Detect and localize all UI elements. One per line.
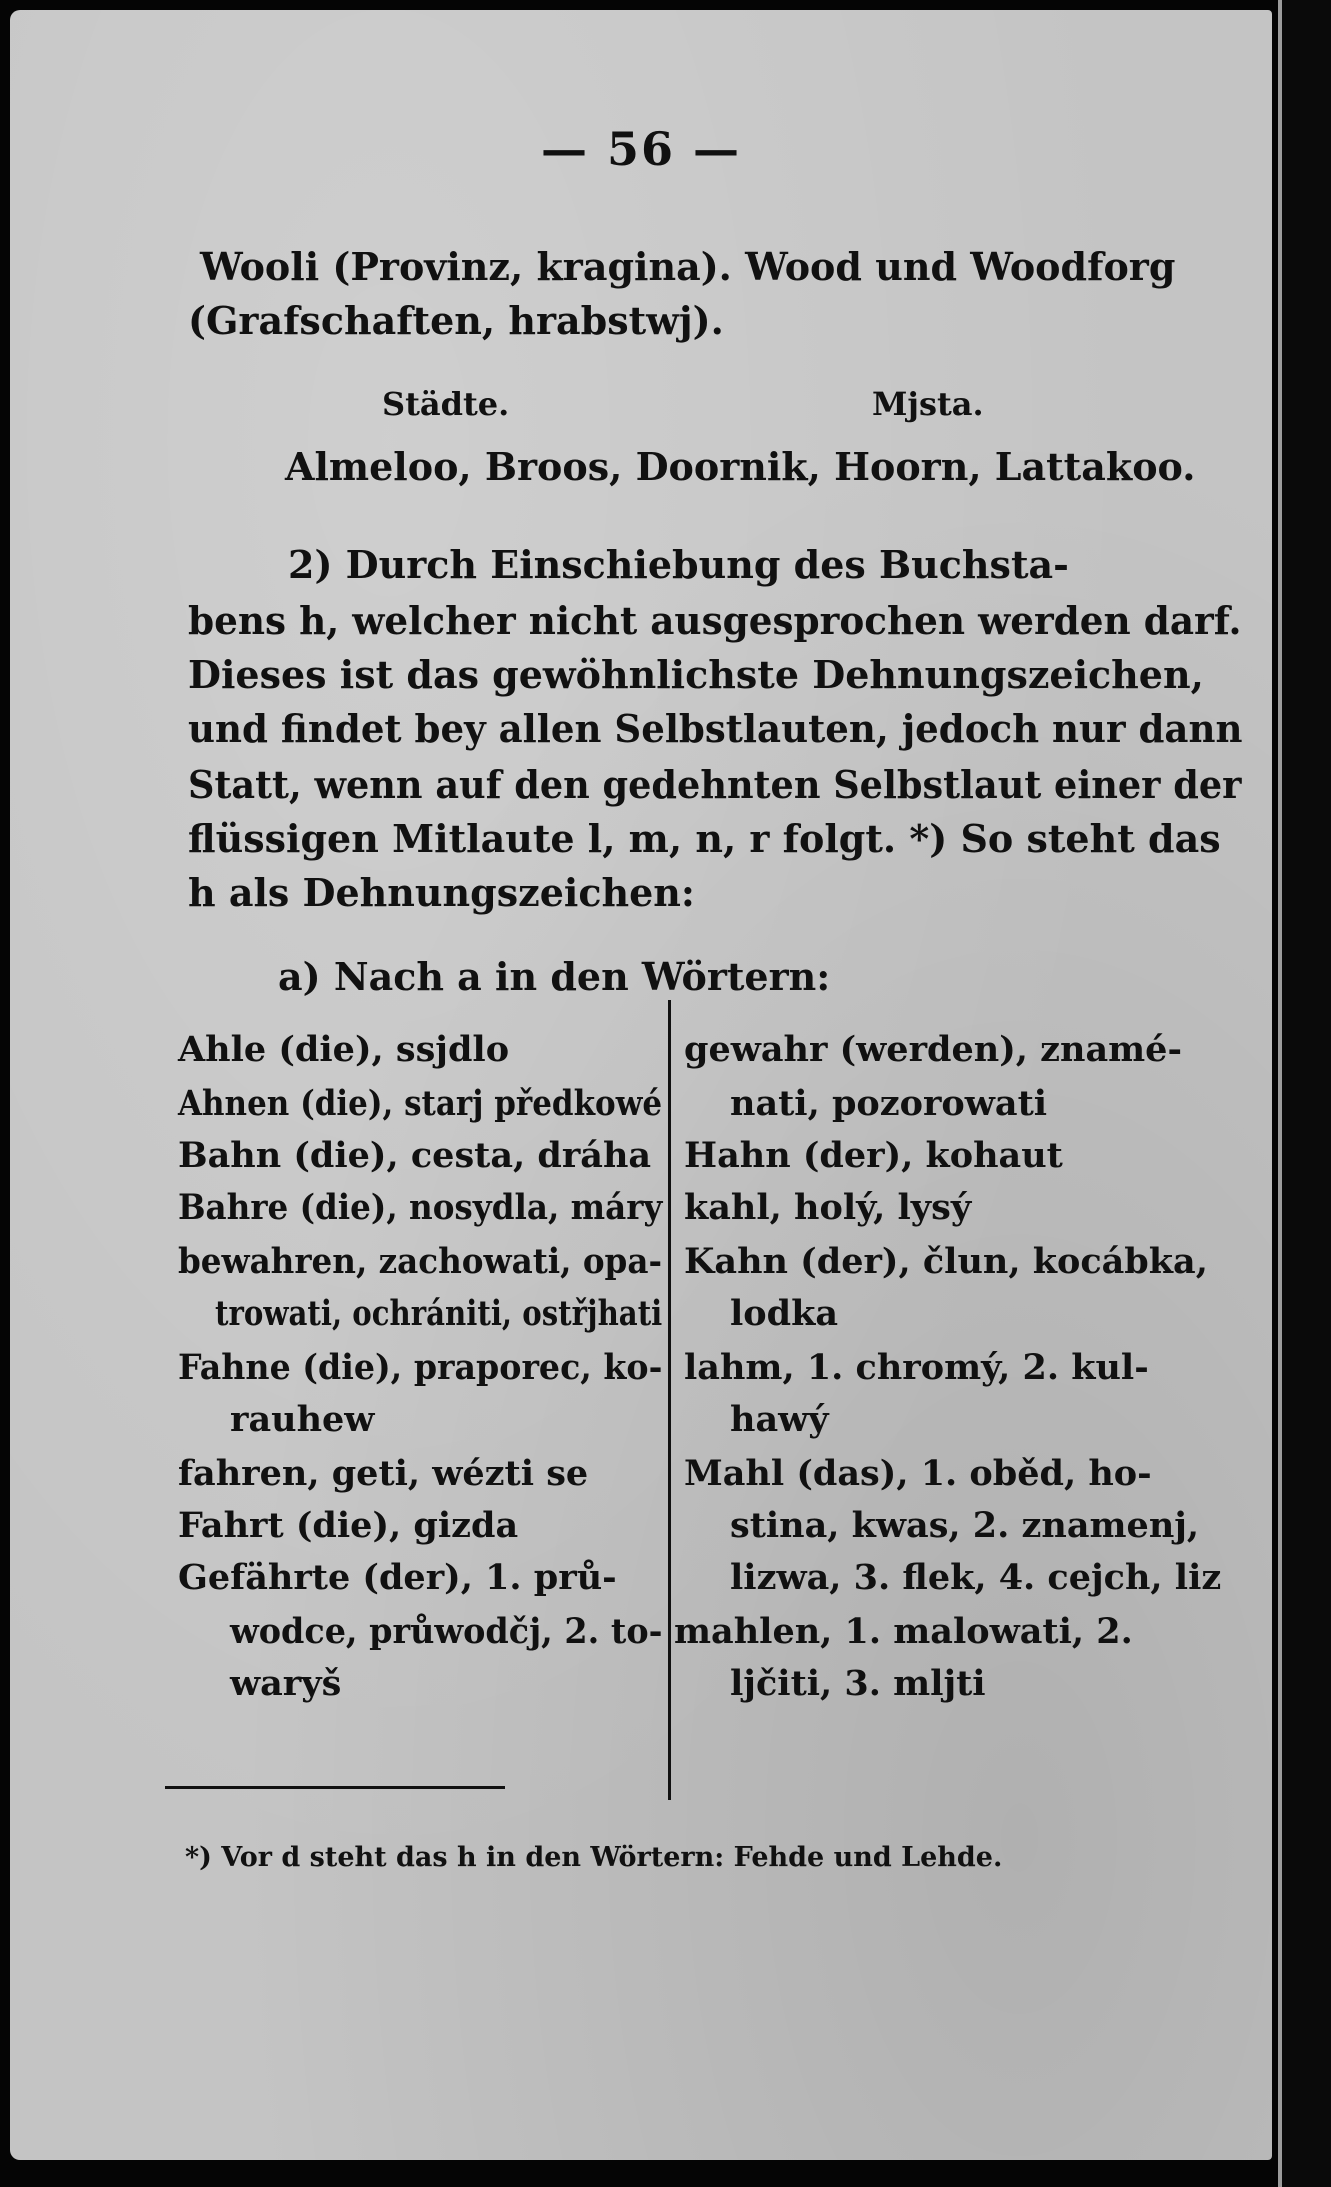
section2-line-5: Statt, wenn auf den gedehnten Selbstlaut einer der	[188, 762, 1242, 807]
left-entry: fahren, geti, wézti se	[178, 1453, 589, 1494]
column-divider	[668, 1000, 671, 1800]
right-entry-continuation: stina, kwas, 2. znamenj,	[730, 1505, 1200, 1546]
right-entry: mahlen, 1. malowati, 2.	[674, 1611, 1133, 1652]
left-entry: Ahle (die), ssjdlo	[178, 1029, 510, 1070]
right-entry-continuation: lodka	[730, 1293, 839, 1334]
left-entry-continuation: waryš	[230, 1663, 342, 1704]
left-entry: Bahn (die), cesta, dráha	[178, 1135, 652, 1176]
intro-line-2: (Grafschaften, hrabstwj).	[188, 298, 724, 343]
right-entry-continuation: nati, pozorowati	[730, 1083, 1048, 1124]
right-entry: kahl, holý, lysý	[684, 1187, 972, 1228]
cities-heading-left: Städte.	[382, 385, 510, 423]
right-entry: Hahn (der), kohaut	[684, 1135, 1063, 1176]
page-number: — 56 —	[540, 122, 742, 176]
footnote: *) Vor d steht das h in den Wörtern: Fehde und Lehde.	[185, 1842, 1003, 1873]
section2-line-3: Dieses ist das gewöhnlichste Dehnungszeichen,	[188, 652, 1204, 697]
left-entry: Fahrt (die), gizda	[178, 1505, 519, 1546]
adjacent-page-edge	[1278, 0, 1331, 2187]
section2-line-6: flüssigen Mitlaute l, m, n, r folgt. *) So steht das	[188, 816, 1221, 861]
right-entry: lahm, 1. chromý, 2. kul-	[684, 1347, 1149, 1388]
subheading: a) Nach a in den Wörtern:	[278, 954, 831, 999]
book-page	[10, 10, 1272, 2160]
section2-line-4: und findet bey allen Selbstlauten, jedoch nur dann	[188, 706, 1243, 751]
footnote-rule	[165, 1786, 505, 1789]
section2-line-2: bens h, welcher nicht ausgesprochen werden darf.	[188, 598, 1242, 643]
left-entry-continuation: rauhew	[230, 1399, 375, 1440]
left-entry-continuation: wodce, průwodčj, 2. to-	[230, 1611, 663, 1652]
cities-heading-right: Mjsta.	[872, 385, 984, 423]
left-entry: Ahnen (die), starj předkowé	[178, 1083, 663, 1124]
left-entry: bewahren, zachowati, opa-	[178, 1241, 662, 1282]
left-entry: Gefährte (der), 1. prů-	[178, 1557, 617, 1598]
left-entry: Fahne (die), praporec, ko-	[178, 1347, 663, 1388]
section2-line-7: h als Dehnungszeichen:	[188, 870, 695, 915]
left-entry-continuation: trowati, ochrániti, ostřjhati	[215, 1293, 663, 1334]
left-entry: Bahre (die), nosydla, máry	[178, 1187, 663, 1228]
right-entry-continuation: ljčiti, 3. mljti	[730, 1663, 986, 1704]
right-entry: Mahl (das), 1. oběd, ho-	[684, 1453, 1152, 1494]
intro-line-1: Wooli (Provinz, kragina). Wood und Woodforg	[200, 244, 1176, 289]
right-entry-continuation: lizwa, 3. flek, 4. cejch, liz	[730, 1557, 1222, 1598]
cities-list: Almeloo, Broos, Doornik, Hoorn, Lattakoo.	[285, 444, 1196, 489]
section2-line-1: 2) Durch Einschiebung des Buchsta-	[288, 542, 1069, 587]
right-entry: Kahn (der), člun, kocábka,	[684, 1241, 1208, 1282]
right-entry: gewahr (werden), znamé-	[684, 1029, 1182, 1070]
right-entry-continuation: hawý	[730, 1399, 829, 1440]
